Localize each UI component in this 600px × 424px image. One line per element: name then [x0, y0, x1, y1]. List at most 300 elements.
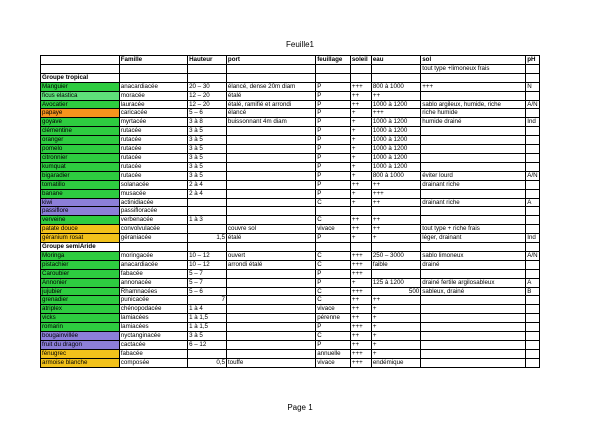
plant-name-cell: citronnier [41, 153, 120, 162]
table-cell: 3 à 5 [188, 332, 227, 341]
table-cell: annonacée [119, 278, 187, 287]
table-cell: sol [421, 56, 526, 65]
table-row [41, 91, 540, 100]
table-cell [526, 260, 540, 269]
table-row [41, 153, 540, 162]
table-cell [226, 189, 315, 198]
table-cell: 0,5 [188, 358, 227, 367]
table-cell: feuillage [316, 56, 351, 65]
table-cell [526, 341, 540, 350]
table-cell: 3 à 5 [188, 153, 227, 162]
plant-name-cell: Groupe tropical [41, 73, 120, 82]
plant-name-cell: kiwi [41, 198, 120, 207]
plant-table-body [41, 56, 540, 368]
table-cell: Ind [526, 234, 540, 243]
table-cell [526, 207, 540, 216]
table-row [41, 171, 540, 180]
table-cell [526, 314, 540, 323]
table-cell [119, 64, 187, 73]
table-cell [371, 243, 420, 252]
table-cell: fabacée [119, 349, 187, 358]
table-cell: + [350, 198, 371, 207]
table-cell [226, 296, 315, 305]
table-cell: solanacée [119, 180, 187, 189]
table-cell: 125 à 1200 [371, 278, 420, 287]
table-cell [421, 349, 526, 358]
table-cell: + [371, 314, 420, 323]
table-cell: ++ [371, 91, 420, 100]
table-cell [526, 73, 540, 82]
table-cell [371, 269, 420, 278]
table-cell: drainant riche [421, 180, 526, 189]
table-cell [119, 73, 187, 82]
table-cell: convolvulacée [119, 225, 187, 234]
table-cell: vivace [316, 305, 351, 314]
table-cell: 3 à 5 [188, 171, 227, 180]
table-cell: 3 à 5 [188, 136, 227, 145]
table-cell [188, 349, 227, 358]
table-cell: rutacée [119, 145, 187, 154]
table-cell: lamiacées [119, 323, 187, 332]
table-cell [226, 216, 315, 225]
table-cell [526, 91, 540, 100]
table-cell: +++ [371, 189, 420, 198]
table-cell: 1 à 1,5 [188, 314, 227, 323]
table-cell: 3 à 5 [188, 162, 227, 171]
table-row [41, 162, 540, 171]
table-cell: A/N [527, 100, 538, 108]
plant-name-cell: tomatillo [41, 180, 120, 189]
table-row [41, 109, 540, 118]
table-row [41, 269, 540, 278]
table-cell: chénopodacée [119, 305, 187, 314]
table-cell: léger, drainant [421, 234, 526, 243]
table-cell: caricacée [119, 109, 187, 118]
table-cell: P [316, 145, 351, 154]
plant-name-cell: Avocatier [41, 100, 120, 109]
table-cell: + [371, 323, 420, 332]
table-cell: ++ [371, 198, 420, 207]
table-cell [226, 127, 315, 136]
table-cell: anacardiacée [119, 260, 187, 269]
table-cell [526, 127, 540, 136]
table-cell: fabacée [119, 269, 187, 278]
table-cell: ++ [371, 296, 420, 305]
table-cell [188, 198, 227, 207]
table-cell: myrtacée [119, 118, 187, 127]
table-cell: P [316, 323, 351, 332]
table-cell [526, 136, 540, 145]
plant-name-cell: fruit du dragon [41, 341, 120, 350]
table-row [41, 260, 540, 269]
table-cell: couvre sol [226, 225, 315, 234]
table-cell: rutacée [119, 171, 187, 180]
table-cell: cactacée [119, 341, 187, 350]
table-cell [226, 243, 315, 252]
table-cell: verbenacée [119, 216, 187, 225]
table-row [41, 323, 540, 332]
plant-name-cell: banane [41, 189, 120, 198]
table-cell [526, 64, 540, 73]
table-cell: 10 – 12 [188, 260, 227, 269]
table-cell: géraniacée [119, 234, 187, 243]
table-cell: lauracée [119, 100, 187, 109]
table-cell [421, 127, 526, 136]
table-cell: +++ [350, 82, 371, 91]
table-cell: 3 à 5 [188, 127, 227, 136]
table-cell: 800 à 1000 [371, 82, 420, 91]
table-cell: rutacée [119, 153, 187, 162]
table-cell [371, 207, 420, 216]
table-cell: 1000 à 1200 [371, 100, 420, 109]
table-cell [421, 73, 526, 82]
table-cell: A/N [527, 171, 538, 179]
table-cell [226, 153, 315, 162]
table-cell: actinidiacée [119, 198, 187, 207]
plant-name-cell [41, 64, 120, 73]
table-cell: passifloracée [119, 207, 187, 216]
table-cell [350, 64, 371, 73]
plant-name-cell: verveine [41, 216, 120, 225]
table-cell [526, 145, 540, 154]
table-cell: C [316, 332, 351, 341]
table-cell [421, 189, 526, 198]
table-row [41, 278, 540, 287]
table-cell: tout type +limoneux frais [421, 64, 526, 73]
table-cell: port [226, 56, 315, 65]
table-cell: vivace [316, 225, 351, 234]
header-row [41, 56, 540, 65]
table-cell: soleil [350, 56, 371, 65]
plant-name-cell: bigaradier [41, 171, 120, 180]
table-cell [188, 73, 227, 82]
table-cell: sablo argileux, humide, riche [421, 100, 526, 109]
table-cell [226, 287, 315, 296]
table-cell: ++ [350, 216, 371, 225]
table-cell: P [316, 100, 351, 109]
plant-name-cell: Groupe semiAride [41, 243, 120, 252]
table-cell: P [316, 269, 351, 278]
table-cell [421, 136, 526, 145]
table-cell: ++ [350, 332, 371, 341]
plant-name-cell: oranger [41, 136, 120, 145]
table-cell: étalé [226, 234, 315, 243]
table-cell [421, 341, 526, 350]
plant-name-cell: romarin [41, 323, 120, 332]
table-cell [526, 269, 540, 278]
table-cell: P [316, 180, 351, 189]
table-row [41, 127, 540, 136]
table-cell: 1,5 [188, 234, 227, 243]
table-cell [371, 64, 420, 73]
table-cell: 800 à 1000 [371, 171, 420, 180]
table-cell [526, 109, 540, 118]
table-cell: 1 à 1,5 [188, 323, 227, 332]
table-row [41, 341, 540, 350]
table-cell [421, 243, 526, 252]
sheet-title: Feuille1 [285, 40, 314, 49]
table-cell [526, 225, 540, 234]
table-row [41, 251, 540, 260]
table-cell: + [350, 118, 371, 127]
table-cell: musacée [119, 189, 187, 198]
table-cell: P [316, 234, 351, 243]
table-cell [226, 278, 315, 287]
table-cell [421, 269, 526, 278]
table-cell [526, 153, 540, 162]
plant-table [40, 55, 540, 368]
table-row [41, 189, 540, 198]
table-cell [526, 349, 540, 358]
table-cell: ++ [350, 341, 371, 350]
table-cell: 1 à 4 [188, 305, 227, 314]
table-cell: vivace [316, 358, 351, 367]
group-row [41, 243, 540, 252]
table-cell: + [350, 109, 371, 118]
table-cell [350, 73, 371, 82]
table-cell: P [316, 127, 351, 136]
table-cell [350, 207, 371, 216]
table-cell: étalé, ramifié et arrondi [226, 100, 315, 109]
table-cell: endémique [371, 358, 420, 367]
table-cell: + [350, 171, 371, 180]
table-cell: P [316, 171, 351, 180]
table-cell: rutacée [119, 162, 187, 171]
table-cell: pH [526, 56, 540, 65]
plant-name-cell: vicks [41, 314, 120, 323]
table-cell: P [316, 162, 351, 171]
plant-name-cell: passiflore [41, 207, 120, 216]
table-row [41, 349, 540, 358]
table-cell: + [371, 349, 420, 358]
table-cell: A/N [527, 251, 538, 259]
table-cell: 500 [371, 287, 420, 296]
table-cell: arrondi étalé [226, 260, 315, 269]
table-cell [421, 296, 526, 305]
table-cell: + [350, 136, 371, 145]
table-cell: +++ [350, 251, 371, 260]
plant-name-cell: fénugrec [41, 349, 120, 358]
table-cell: C [316, 260, 351, 269]
table-cell: P [316, 136, 351, 145]
table-cell: ++ [371, 180, 420, 189]
plant-name-cell: kumquat [41, 162, 120, 171]
table-cell: 6 – 12 [188, 341, 227, 350]
page-footer: Page 1 [287, 403, 313, 412]
plant-name-cell: bougainvillée [41, 332, 120, 341]
table-cell: élancé, dense 20m diam [226, 82, 315, 91]
table-row [41, 287, 540, 296]
table-cell [421, 162, 526, 171]
table-cell: 1000 à 1200 [371, 136, 420, 145]
table-cell [371, 73, 420, 82]
table-cell: Hauteur [188, 56, 227, 65]
table-cell: N [526, 82, 540, 91]
table-cell [316, 64, 351, 73]
plant-name-cell: grenadier [41, 296, 120, 305]
table-cell: P [316, 109, 351, 118]
table-cell: +++ [350, 323, 371, 332]
table-cell: faible [371, 260, 420, 269]
table-cell: 20 – 30 [188, 82, 227, 91]
table-cell: punicacée [119, 296, 187, 305]
table-cell [350, 243, 371, 252]
table-cell [526, 180, 540, 189]
table-cell [526, 162, 540, 171]
table-cell: 1000 à 1200 [371, 145, 420, 154]
plant-name-cell: géranium rosat [41, 234, 120, 243]
table-row [41, 64, 540, 73]
plant-name-cell: ficus elastica [41, 91, 120, 100]
table-row [41, 332, 540, 341]
table-cell: 250 – 3000 [371, 251, 420, 260]
table-cell: sablo limoneux [421, 251, 526, 260]
table-cell: C [316, 251, 351, 260]
table-cell: A [526, 278, 540, 287]
table-cell: 5 – 7 [188, 269, 227, 278]
table-cell: anacardiacée [119, 82, 187, 91]
table-cell: + [371, 234, 420, 243]
table-cell: C [316, 216, 351, 225]
table-cell: 1000 à 1200 [371, 127, 420, 136]
table-cell [226, 305, 315, 314]
table-cell: 12 – 20 [188, 100, 227, 109]
table-cell: 1000 à 1200 [371, 162, 420, 171]
table-cell: moringacée [119, 251, 187, 260]
table-cell [421, 207, 526, 216]
table-cell: Rhamnacées [119, 287, 187, 296]
table-cell: ++ [350, 225, 371, 234]
table-cell: C [316, 296, 351, 305]
table-cell [526, 189, 540, 198]
table-cell [226, 269, 315, 278]
table-cell: A [526, 198, 540, 207]
table-cell: P [316, 278, 351, 287]
table-cell: 10 – 12 [188, 251, 227, 260]
table-cell: sableux, drainé [421, 287, 526, 296]
table-cell: rutacée [119, 136, 187, 145]
table-cell [226, 136, 315, 145]
table-cell [526, 305, 540, 314]
table-cell [421, 323, 526, 332]
table-cell: +++ [350, 358, 371, 367]
table-cell: 2 à 4 [188, 189, 227, 198]
table-cell: 7 [188, 296, 227, 305]
table-cell: ++ [371, 225, 420, 234]
table-cell [421, 153, 526, 162]
table-cell: éviter lourd [421, 171, 526, 180]
table-cell: + [350, 189, 371, 198]
table-cell [226, 145, 315, 154]
plant-name-cell: pistachier [41, 260, 120, 269]
table-cell: 1 à 3 [188, 216, 227, 225]
table-cell: ++ [350, 314, 371, 323]
table-cell [226, 349, 315, 358]
table-cell: drainant riche [421, 198, 526, 207]
table-row [41, 207, 540, 216]
table-cell [188, 225, 227, 234]
table-cell [526, 216, 540, 225]
table-row [41, 305, 540, 314]
table-cell: + [350, 278, 371, 287]
table-cell: drainé fertile argilosableux [421, 278, 526, 287]
table-cell [226, 323, 315, 332]
table-row [41, 118, 540, 127]
table-cell [226, 162, 315, 171]
table-cell [421, 145, 526, 154]
table-cell: + [350, 162, 371, 171]
table-row [41, 82, 540, 91]
table-cell: C [316, 287, 351, 296]
table-cell: ++ [350, 296, 371, 305]
table-row [41, 225, 540, 234]
table-cell [226, 314, 315, 323]
plant-name-cell: armoise blanche [41, 358, 120, 367]
table-cell: buissonnant 4m diam [226, 118, 315, 127]
table-cell [226, 171, 315, 180]
table-cell: + [371, 305, 420, 314]
table-cell: Famille [119, 56, 187, 65]
plant-name-cell: Manguier [41, 82, 120, 91]
table-cell: touffe [226, 358, 315, 367]
table-cell [526, 358, 540, 367]
table-cell: 5 – 7 [188, 278, 227, 287]
table-cell [526, 332, 540, 341]
table-cell [188, 243, 227, 252]
table-row [41, 136, 540, 145]
table-cell [226, 180, 315, 189]
plant-name-cell [41, 56, 120, 65]
table-cell: +++ [350, 349, 371, 358]
table-cell: +++ [350, 260, 371, 269]
plant-name-cell: clémentine [41, 127, 120, 136]
table-cell: ++ [350, 180, 371, 189]
table-cell: composée [119, 358, 187, 367]
table-cell: tout type + riche frais [421, 225, 526, 234]
plant-name-cell: Annonier [41, 278, 120, 287]
table-cell [421, 305, 526, 314]
table-cell: élancé [226, 109, 315, 118]
table-cell: 3 à 5 [188, 145, 227, 154]
table-cell: Ind [526, 118, 540, 127]
table-cell: annuelle [316, 349, 351, 358]
table-cell: P [316, 153, 351, 162]
table-cell: P [316, 189, 351, 198]
table-cell [226, 332, 315, 341]
table-cell: ++ [371, 216, 420, 225]
table-cell: P [316, 82, 351, 91]
table-cell: riche humide [421, 109, 526, 118]
table-cell: ouvert [226, 251, 315, 260]
plant-name-cell: Moringa [41, 251, 120, 260]
table-cell: étalé [226, 91, 315, 100]
table-cell: + [371, 332, 420, 341]
plant-name-cell: atriplex [41, 305, 120, 314]
table-cell: ++ [350, 100, 371, 109]
table-cell: +++ [371, 109, 420, 118]
group-row [41, 73, 540, 82]
plant-name-cell: Caroubier [41, 269, 120, 278]
table-cell: 5 – 6 [188, 287, 227, 296]
table-cell [316, 207, 351, 216]
table-cell: 12 – 20 [188, 91, 227, 100]
table-row [41, 314, 540, 323]
table-cell: 1000 à 1200 [371, 118, 420, 127]
table-cell: + [350, 153, 371, 162]
table-cell: + [350, 127, 371, 136]
table-cell: +++ [421, 82, 526, 91]
table-row [41, 216, 540, 225]
